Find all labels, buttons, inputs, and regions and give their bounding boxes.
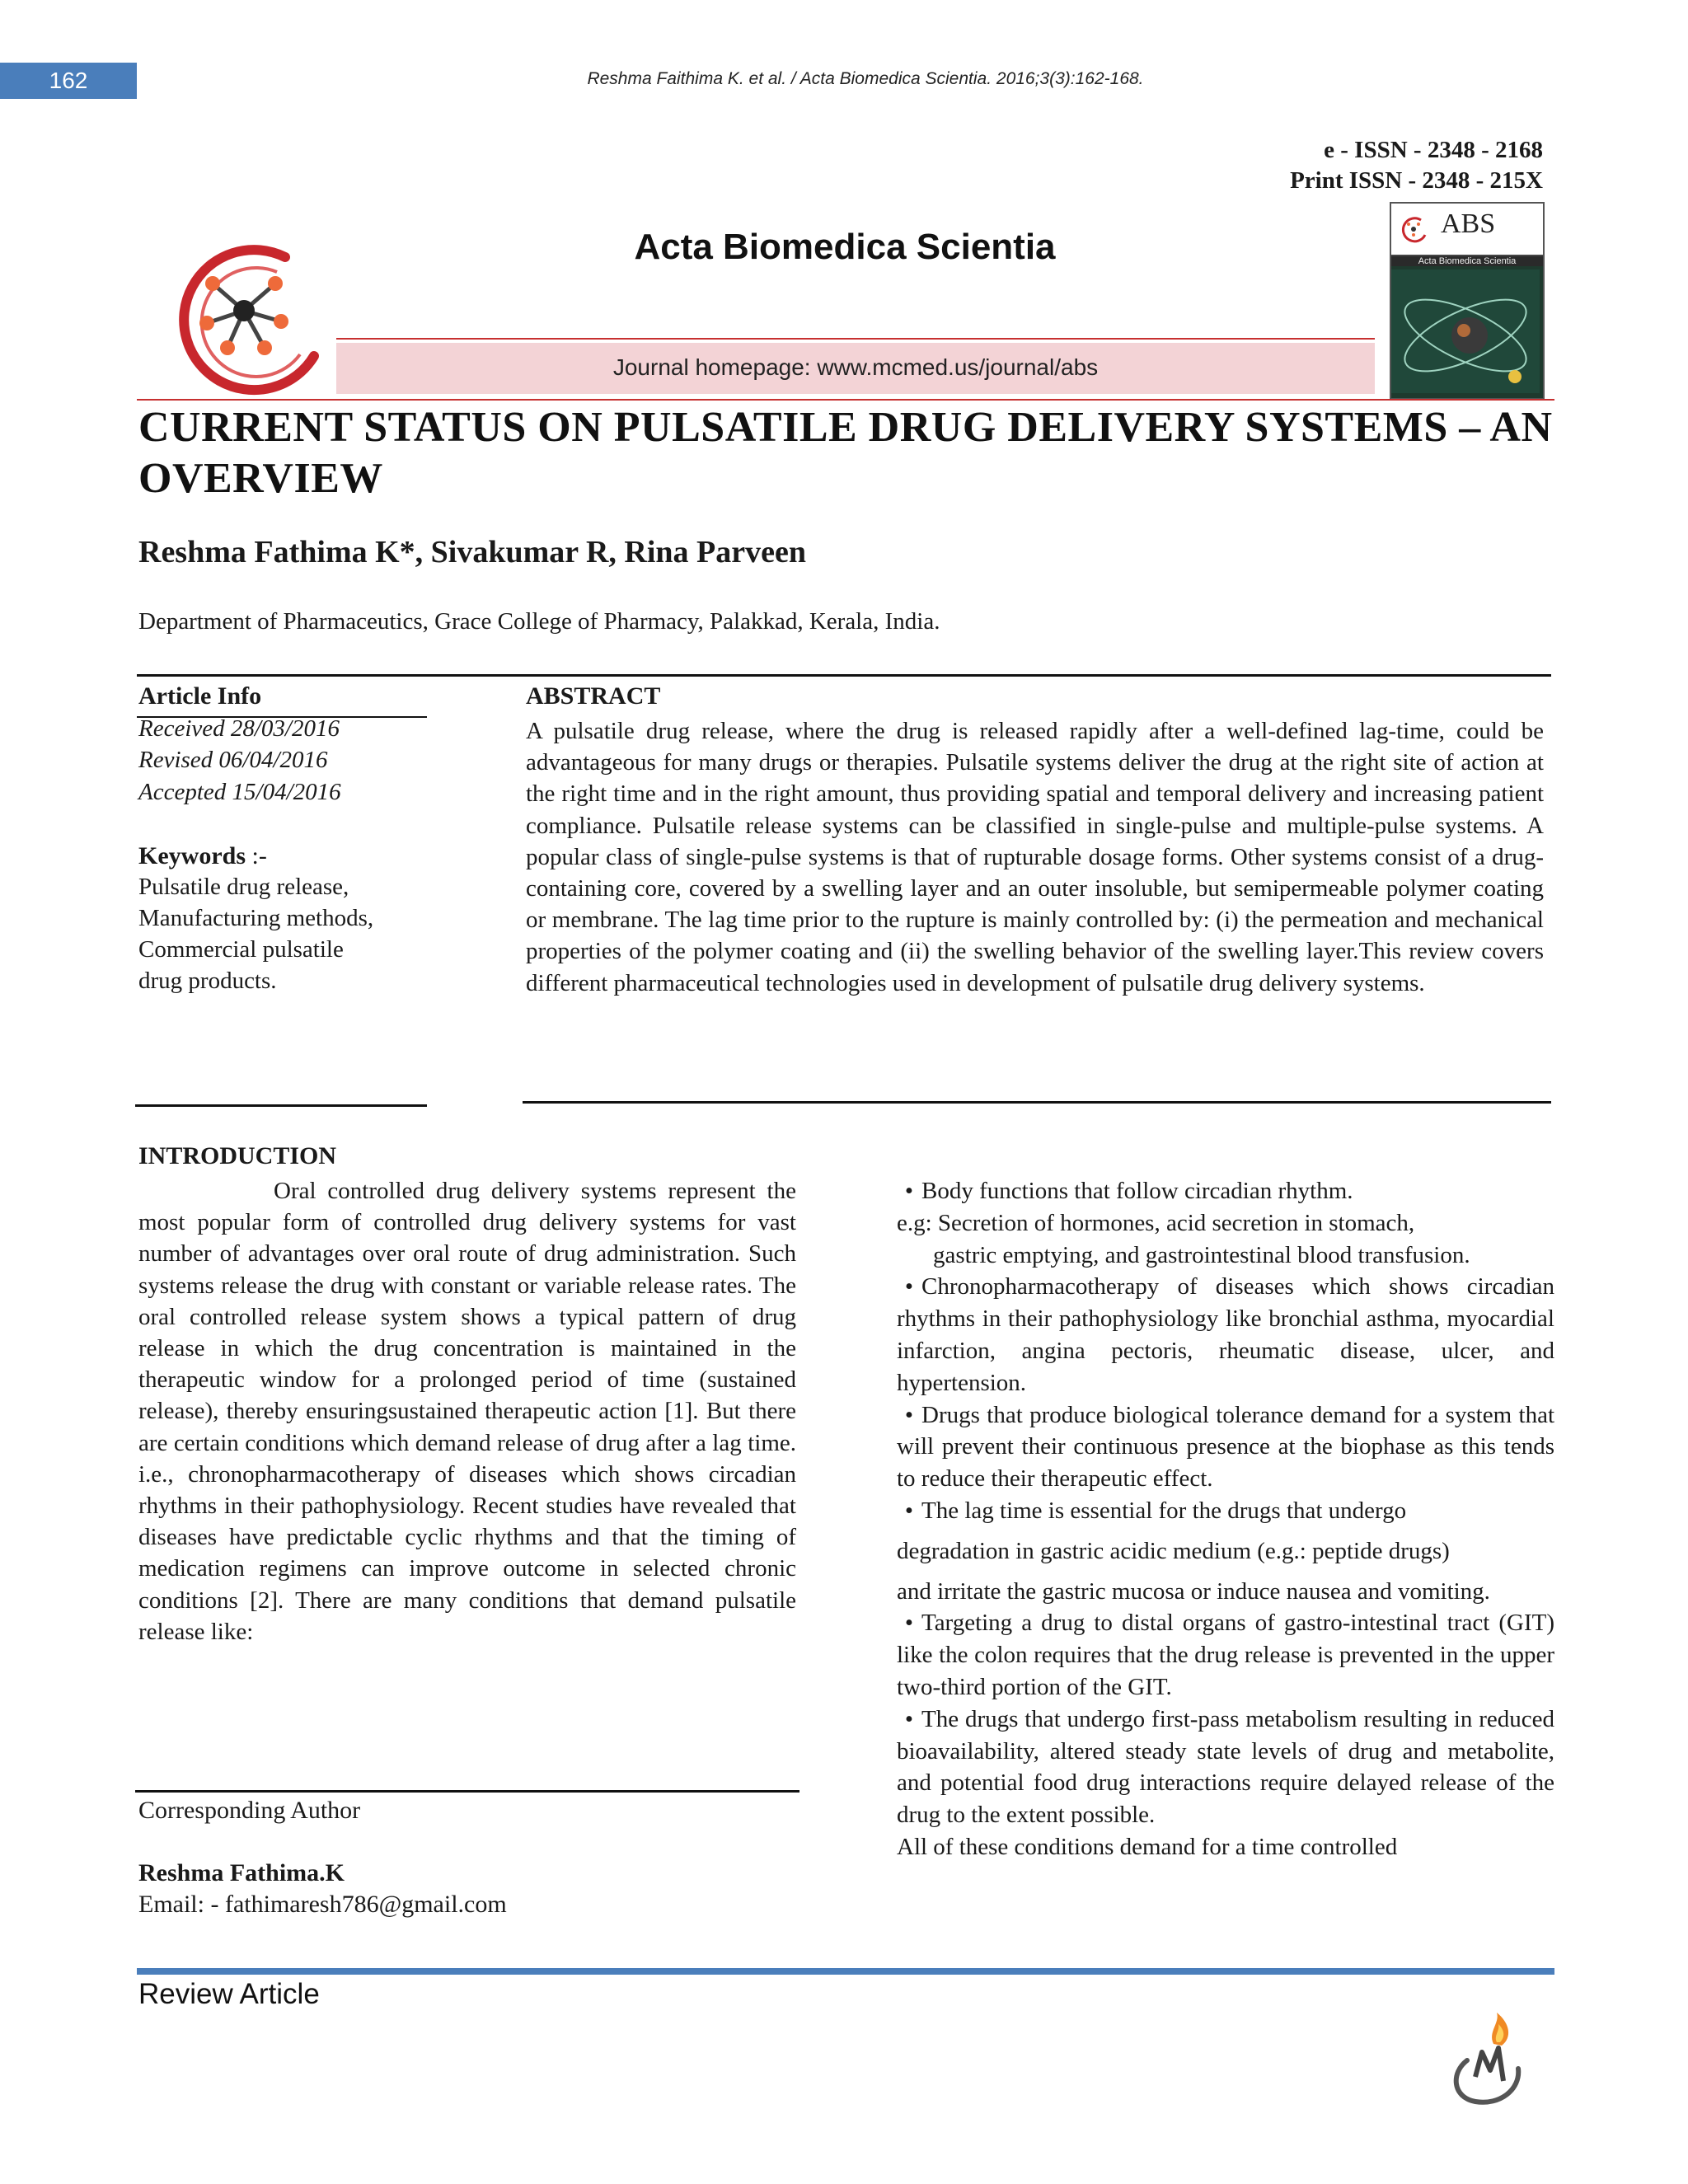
keyword-item: Commercial pulsatile xyxy=(138,936,344,963)
masthead-divider xyxy=(336,338,1375,340)
cover-header xyxy=(1391,204,1543,256)
corresponding-email[interactable]: Email: - fathimaresh786@gmail.com xyxy=(138,1891,507,1918)
corresponding-rule xyxy=(135,1790,799,1793)
bullet-item: • The drugs that undergo first-pass metabolism resulting in reduced bioavailability, altered steady state levels of drug and metabolite, and potential food drug interactions require delayed release of the drug to the extent possible. xyxy=(897,1704,1554,1831)
introduction-paragraph: Oral controlled drug delivery systems represent the most popular form of controlled drug delivery systems for vast number of advantages over oral route of drug administration. Such systems release the drug with constant or variable release rates. The oral controlled release system shows a typical pattern of drug release in which the drug concentration is maintained in the therapeutic window for a prolonged period of time (sustained release), thereby ensuringsustained therapeutic action [1]. But there are certain conditions which demand release of drug after a lag time. i.e., chronopharmacotherapy of diseases which shows circadian rhythms in their pathophysiology. Recent studies have revealed that diseases have predictable cyclic rhythms and that the timing of medication regimens can improve outcome in selected chronic conditions [2]. There are many conditions that demand pulsatile release like: xyxy=(138,1178,796,1645)
received-date: Received 28/03/2016 xyxy=(138,715,340,742)
revised-date: Revised 06/04/2016 xyxy=(138,747,328,773)
accepted-date: Accepted 15/04/2016 xyxy=(138,779,341,805)
cover-abbrev: ABS xyxy=(1441,209,1496,239)
journal-logo-icon xyxy=(162,232,326,397)
issn-print: Print ISSN - 2348 - 215X xyxy=(1290,167,1543,194)
article-authors: Reshma Fathima K*, Sivakumar R, Rina Parveen xyxy=(138,535,806,569)
journal-title: Acta Biomedica Scientia xyxy=(634,227,1056,267)
issn-electronic: e - ISSN - 2348 - 2168 xyxy=(1324,137,1543,163)
header-rule xyxy=(137,399,1554,401)
page-number: 162 xyxy=(0,63,137,99)
keywords-suffix: :- xyxy=(246,842,267,869)
introduction-body xyxy=(138,1175,796,1647)
bullet-item: • Drugs that produce biological tolerance demand for a system that will prevent their continuous presence at the biophase as this tends to reduce their therapeutic effect. xyxy=(897,1399,1554,1495)
article-affiliation: Department of Pharmaceutics, Grace College of Pharmacy, Palakkad, Kerala, India. xyxy=(138,608,940,635)
article-type-label: Review Article xyxy=(138,1978,320,2010)
footer-rule xyxy=(137,1968,1554,1975)
cover-subtitle: Acta Biomedica Scientia xyxy=(1391,256,1543,266)
keyword-item: drug products. xyxy=(138,968,277,994)
journal-cover xyxy=(1390,202,1545,400)
example-continuation: gastric emptying, and gastrointestinal blood transfusion. xyxy=(933,1241,1470,1268)
introduction-heading: INTRODUCTION xyxy=(138,1142,337,1169)
cover-artwork-icon xyxy=(1391,269,1540,393)
article-info-bottom-rule xyxy=(135,1104,427,1107)
running-head: Reshma Faithima K. et al. / Acta Biomedica Scientia. 2016;3(3):162-168. xyxy=(587,69,1144,88)
section-rule xyxy=(137,674,1551,677)
publisher-logo-icon xyxy=(1442,2011,1533,2110)
article-title: CURRENT STATUS ON PULSATILE DRUG DELIVERY SYSTEMS – AN OVERVIEW xyxy=(138,404,1553,502)
bullet-continuation: and irritate the gastric mucosa or induce nausea and vomiting. xyxy=(897,1577,1490,1605)
article-info-heading: Article Info xyxy=(138,682,262,710)
bullet-item: • Targeting a drug to distal organs of gastro-intestinal tract (GIT) like the colon requires that the drug release is prevented in the upper two-third portion of the GIT. xyxy=(897,1607,1554,1703)
keywords-label: Keywords xyxy=(138,842,246,869)
bullet-item: • Chronopharmacotherapy of diseases which shows circadian rhythms in their pathophysiology like bronchial asthma, myocardial infarction, angina pectoris, rheumatic disease, ulcer, and hypertension. xyxy=(897,1271,1554,1399)
corresponding-label: Corresponding Author xyxy=(138,1797,361,1824)
introduction-right-column xyxy=(897,1175,1554,1863)
keyword-item: Pulsatile drug release, xyxy=(138,874,349,900)
corresponding-name: Reshma Fathima.K xyxy=(138,1859,345,1886)
keywords-heading xyxy=(138,842,267,870)
abstract-text: A pulsatile drug release, where the drug is released rapidly after a well-defined lag-time, could be advantageous for many drugs or therapies. Pulsatile systems deliver the drug at the right site of action at the right time and in the right amount, thus providing spatial and temporal delivery and increasing patient compliance. Pulsatile release systems can be classified in single-pulse and multiple-pulse systems. A popular class of single-pulse systems is that of rupturable dosage forms. Other systems consist of a drug-containing core, covered by a swelling layer and an outer insoluble, but semipermeable polymer coating or membrane. The lag time prior to the rupture is mainly controlled by: (i) the permeation and mechanical properties of the polymer coating and (ii) the swelling behavior of the swelling layer.This review covers different pharmaceutical technologies used in development of pulsatile drug delivery systems. xyxy=(526,718,1544,996)
keyword-item: Manufacturing methods, xyxy=(138,905,374,931)
example-line: e.g: Secretion of hormones, acid secretion in stomach, xyxy=(897,1209,1415,1236)
bullet-item: • The lag time is essential for the drugs that undergo xyxy=(897,1495,1554,1527)
abstract-heading: ABSTRACT xyxy=(526,682,661,710)
cover-logo-icon xyxy=(1400,215,1428,243)
closing-line: All of these conditions demand for a time controlled xyxy=(897,1833,1398,1860)
bullet-item: • Body functions that follow circadian rhythm. xyxy=(897,1175,1554,1207)
abstract-rule xyxy=(523,1101,1551,1104)
bullet-continuation: degradation in gastric acidic medium (e.g.: peptide drugs) xyxy=(897,1537,1450,1564)
journal-homepage[interactable]: Journal homepage: www.mcmed.us/journal/abs xyxy=(612,354,1099,380)
